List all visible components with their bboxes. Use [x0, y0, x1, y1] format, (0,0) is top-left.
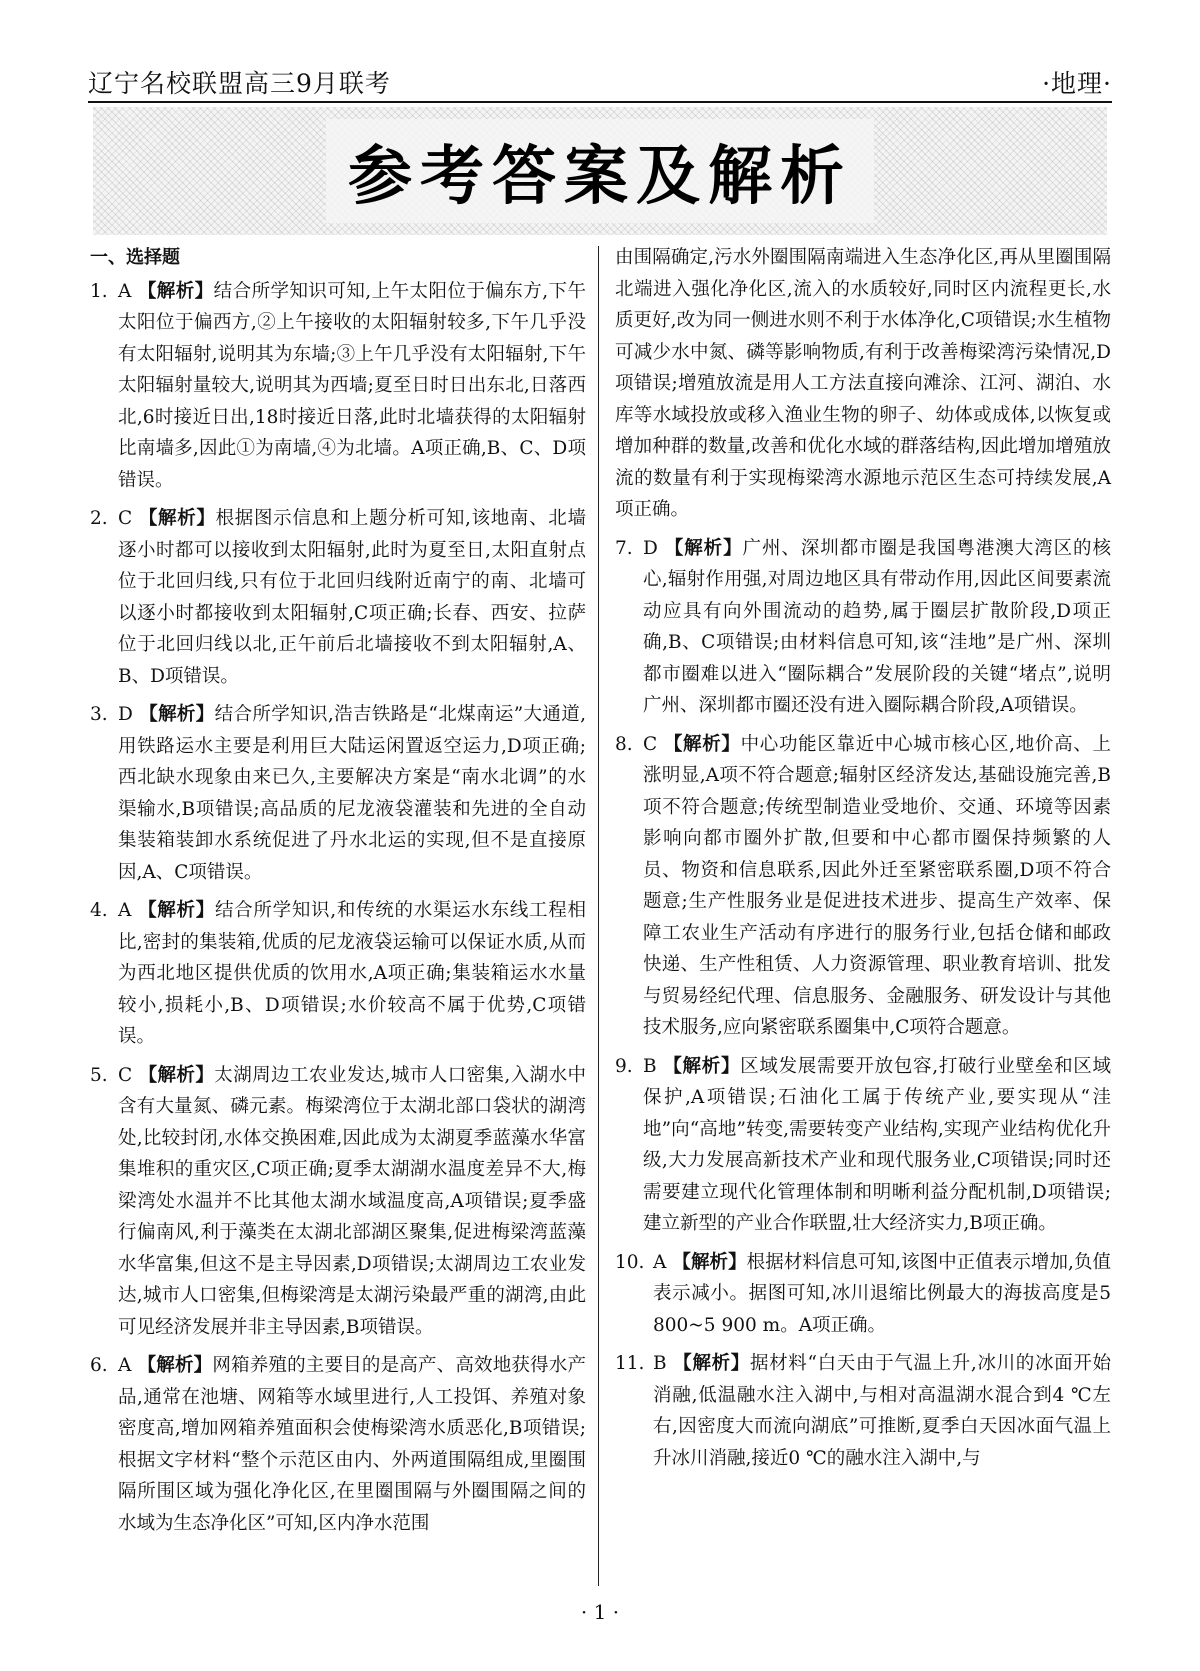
- answer-item-11: [615, 1348, 1111, 1474]
- item-number: 7.: [615, 537, 633, 559]
- title-banner: [93, 107, 1107, 235]
- answer-item-4: [90, 895, 586, 1053]
- item-answer: D: [118, 704, 133, 725]
- item-answer: A: [118, 280, 132, 302]
- item-answer: D: [643, 537, 658, 559]
- section-title: 一、选择题: [90, 247, 180, 268]
- item-number: 6.: [90, 1355, 108, 1376]
- item-text: 根据材料信息可知,该图中正值表示增加,负值表示减小。据图可知,冰川退缩比例最大的海拔高度是5 800~5 900 m。A项正确。: [653, 1251, 1111, 1336]
- item-text: 中心功能区靠近中心城市核心区,地价高、上涨明显,A项不符合题意;辐射区经济发达,基础设施完善,B项不符合题意;传统型制造业受地价、交通、环境等因素影响向都市圈外扩散,但要和中心都市圈保持频繁的人员、物资和信息联系,因此外迁至紧密联系圈,D项不符合题意;生产性服务业是促进技术进步、提高生产效率、保障工农业生产活动有序进行的服务行业,包括仓储和邮政快递、生产性租赁、人力资源管理、职业教育培训、批发与贸易经纪代理、信息服务、金融服务、研发设计与其他技术服务,应向紧密联系圈集中,C项符合题意。: [643, 733, 1111, 1038]
- item-number: 9.: [615, 1055, 633, 1077]
- analysis-tag: 【解析】: [137, 280, 214, 302]
- item-answer: A: [118, 900, 132, 921]
- answer-item-1: [90, 276, 586, 497]
- analysis-tag: 【解析】: [138, 704, 215, 725]
- analysis-tag: 【解析】: [663, 537, 743, 559]
- answer-item-3: [90, 699, 586, 888]
- item-text: 结合所学知识,和传统的水渠运水东线工程相比,密封的集装箱,优质的尼龙液袋运输可以保证水质,从而为西北地区提供优质的饮用水,A项正确;集装箱运水水量较小,损耗小,B、D项错误;水价较高不属于优势,C项错误。: [118, 900, 586, 1047]
- item-number: 2.: [90, 508, 108, 529]
- item-number: 4.: [90, 900, 108, 921]
- item-text: 太湖周边工农业发达,城市人口密集,入湖水中含有大量氮、磷元素。梅梁湾位于太湖北部口袋状的湖湾处,比较封闭,水体交换困难,因此成为太湖夏季蓝藻水华富集堆积的重灾区,C项正确;夏季太湖湖水温度差异不大,梅梁湾处水温并不比其他太湖水域温度高,A项错误;夏季盛行偏南风,利于藻类在太湖北部湖区聚集,促进梅梁湾蓝藻水华富集,但这不是主导因素,D项错误;太湖周边工农业发达,城市人口密集,但梅梁湾是太湖污染最严重的湖湾,由此可见经济发展并非主导因素,B项错误。: [118, 1064, 586, 1338]
- right-column: [615, 242, 1111, 1481]
- item-text: 根据图示信息和上题分析可知,该地南、北墙逐小时都可以接收到太阳辐射,此时为夏至日,太阳直射点位于北回归线,只有位于北回归线附近南宁的南、北墙可以逐小时都接收到太阳辐射,C项正确;长春、西安、拉萨位于北回归线以北,正午前后北墙接收不到太阳辐射,A、B、D项错误。: [118, 508, 586, 687]
- answer-item-10: [615, 1247, 1111, 1342]
- item-text: 网箱养殖的主要目的是高产、高效地获得水产品,通常在池塘、网箱等水域里进行,人工投饵、养殖对象密度高,增加网箱养殖面积会使梅梁湾水质恶化,B项错误;根据文字材料“整个示范区由内、外两道围隔组成,里圈围隔所围区域为强化净化区,在里圈围隔与外圈围隔之间的水域为生态净化区”可知,区内净水范围: [118, 1355, 586, 1534]
- column-divider: [598, 246, 599, 1586]
- answer-item-2: [90, 503, 586, 692]
- answer-item-8: [615, 729, 1111, 1044]
- item-text: 区域发展需要开放包容,打破行业壁垒和区域保护,A项错误;石油化工属于传统产业,要实现从“洼地”向“高地”转变,需要转变产业结构,实现产业结构优化升级,大力发展高新技术产业和现代服务业,C项错误;同时还需要建立现代化管理体制和明晰利益分配机制,D项错误;建立新型的产业合作联盟,壮大经济实力,B项正确。: [643, 1055, 1111, 1234]
- answer-item-6: [90, 1350, 586, 1539]
- analysis-tag: 【解析】: [672, 1353, 750, 1374]
- analysis-tag: 【解析】: [138, 508, 216, 529]
- header-rule: [88, 101, 1112, 103]
- item-text: 据材料“白天由于气温上升,冰川的冰面开始消融,低温融水注入湖中,与相对高温湖水混合到4 ℃左右,因密度大而流向湖底”可推断,夏季白天因冰面气温上升冰川消融,接近0 ℃的融水注入湖中,与: [653, 1353, 1111, 1469]
- item-answer: B: [653, 1353, 667, 1374]
- item-answer: C: [118, 508, 133, 529]
- answer-item-5: [90, 1060, 586, 1344]
- item-number: 1.: [90, 280, 108, 302]
- analysis-tag: 【解析】: [137, 1355, 213, 1376]
- item-answer: A: [653, 1251, 667, 1273]
- item-answer: C: [118, 1064, 133, 1086]
- analysis-tag: 【解析】: [138, 1064, 215, 1086]
- banner-title: 参考答案及解析: [326, 119, 874, 223]
- item-number: 10.: [615, 1251, 645, 1273]
- item-number: 3.: [90, 704, 108, 725]
- page-number: · 1 ·: [580, 1600, 620, 1624]
- item-number: 5.: [90, 1064, 108, 1086]
- item-6-continued: 由围隔确定,污水外圈围隔南端进入生态净化区,再从里圈围隔北端进入强化净化区,流入的水质较好,同时区内流程更长,水质更好,改为同一侧进水则不利于水体净化,C项错误;水生植物可减少水中氮、磷等影响物质,有利于改善梅梁湾污染情况,D项错误;增殖放流是用人工方法直接向滩涂、江河、湖泊、水库等水域投放或移入渔业生物的卵子、幼体或成体,以恢复或增加种群的数量,改善和优化水域的群落结构,因此增加增殖放流的数量有利于实现梅梁湾水源地示范区生态可持续发展,A项正确。: [615, 247, 1111, 520]
- analysis-tag: 【解析】: [672, 1251, 747, 1273]
- answer-item-7: [615, 533, 1111, 722]
- item-answer: C: [643, 733, 658, 755]
- item-text: 结合所学知识可知,上午太阳位于偏东方,下午太阳位于偏西方,②上午接收的太阳辐射较多,下午几乎没有太阳辐射,说明其为东墙;③上午几乎没有太阳辐射,下午太阳辐射量较大,说明其为西墙;夏至日时日出东北,日落西北,6时接近日出,18时接近日落,此时北墙获得的太阳辐射比南墙多,因此①为南墙,④为北墙。A项正确,B、C、D项错误。: [118, 280, 586, 491]
- header-subject: ·地理·: [1042, 69, 1112, 98]
- analysis-tag: 【解析】: [137, 900, 215, 921]
- header-title: 辽宁名校联盟高三9月联考: [88, 69, 391, 98]
- item-answer: B: [643, 1055, 657, 1077]
- analysis-tag: 【解析】: [663, 733, 741, 755]
- item-number: 11.: [615, 1353, 645, 1374]
- left-column: [90, 242, 586, 1546]
- item-text: 广州、深圳都市圈是我国粤港澳大湾区的核心,辐射作用强,对周边地区具有带动作用,因此区间要素流动应具有向外围流动的趋势,属于圈层扩散阶段,D项正确,B、C项错误;由材料信息可知,该“洼地”是广州、深圳都市圈难以进入“圈际耦合”发展阶段的关键“堵点”,说明广州、深圳都市圈还没有进入圈际耦合阶段,A项错误。: [643, 537, 1111, 716]
- item-text: 结合所学知识,浩吉铁路是“北煤南运”大通道,用铁路运水主要是利用巨大陆运闲置返空运力,D项正确;西北缺水现象由来已久,主要解决方案是“南水北调”的水渠输水,B项错误;高品质的尼龙液袋灌装和先进的全自动集装箱装卸水系统促进了丹水北运的实现,但不是直接原因,A、C项错误。: [118, 704, 586, 883]
- item-answer: A: [118, 1355, 132, 1376]
- answer-item-9: [615, 1051, 1111, 1240]
- page-header: [88, 64, 1112, 100]
- analysis-tag: 【解析】: [662, 1055, 741, 1077]
- item-number: 8.: [615, 733, 633, 755]
